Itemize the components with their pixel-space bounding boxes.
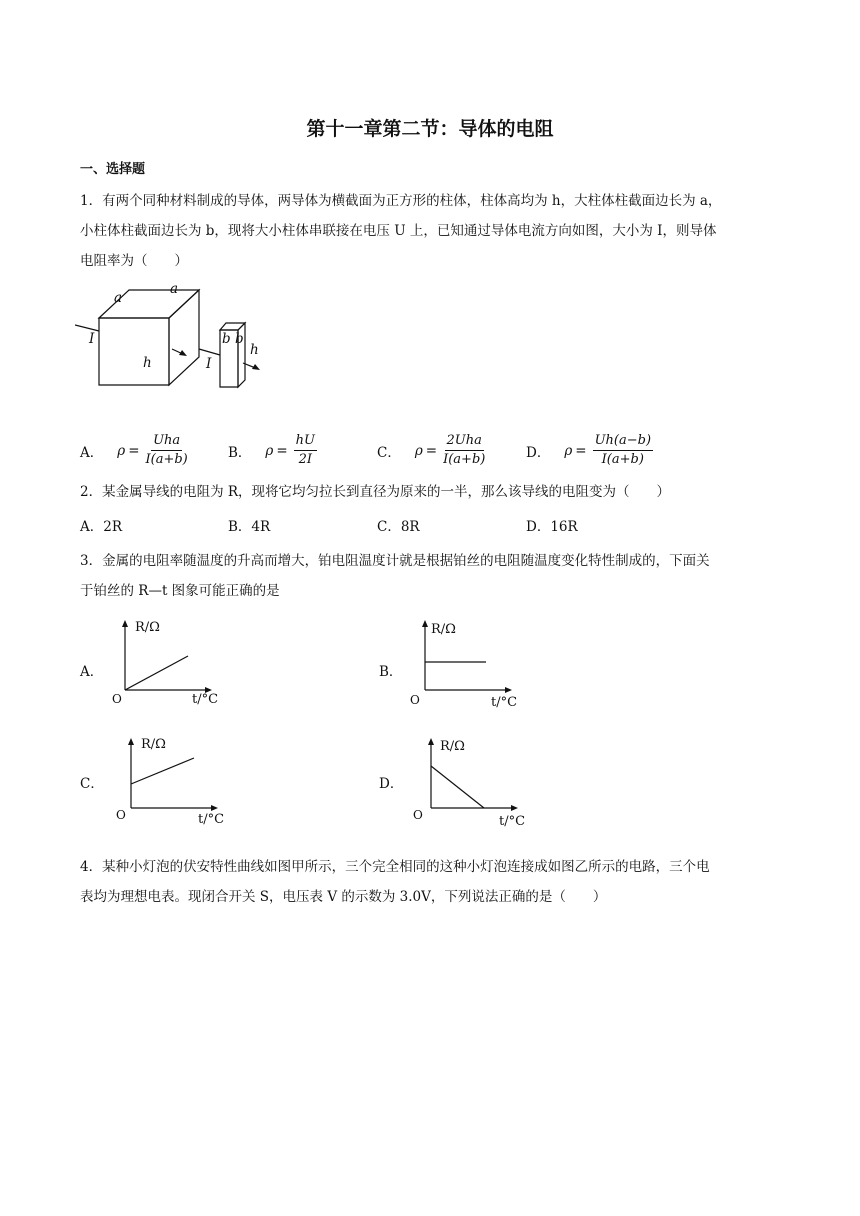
question-2-options xyxy=(80,512,780,542)
fraction xyxy=(443,432,485,469)
option-d: D．16R xyxy=(526,519,578,535)
figure-label-b-front: b xyxy=(222,331,231,347)
graph-a-origin: O xyxy=(112,692,122,706)
question-1-line-2: 小柱体柱截面边长为 b，现将大小柱体串联接在电压 U 上，已知通过导体电流方向如图，大小为 I，则导体 xyxy=(80,223,717,239)
graph-d-origin: O xyxy=(413,808,423,822)
question-4-line-1: 4．某种小灯泡的伏安特性曲线如图甲所示，三个完全相同的这种小灯泡连接成如图乙所示的电路，三个电 xyxy=(80,859,710,875)
numerator: Uh(a−b) xyxy=(593,432,653,451)
option-d xyxy=(526,432,653,469)
equals-sign: = xyxy=(575,442,587,459)
question-1-figure xyxy=(75,283,275,398)
denominator: 2I xyxy=(298,452,313,467)
denominator: I(a+b) xyxy=(145,452,188,467)
graph-option-c-letter: C． xyxy=(80,776,104,792)
rho-symbol: ρ xyxy=(564,442,573,459)
question-1-line-3: 电阻率为（ ） xyxy=(80,253,188,269)
numerator: hU xyxy=(294,432,317,451)
option-c xyxy=(377,432,485,469)
equals-sign: = xyxy=(425,442,438,459)
option-a-letter: A． xyxy=(80,444,104,461)
question-1-line-1: 1．有两个同种材料制成的导体，两导体为横截面为正方形的柱体，柱体高均为 h，大柱体柱截面边长为 a， xyxy=(80,193,722,209)
graph-c-x-label: t/°C xyxy=(198,812,225,827)
figure-label-i-middle: I xyxy=(206,356,212,372)
figure-label-h-cube: h xyxy=(143,355,152,371)
fraction xyxy=(294,432,317,469)
fraction xyxy=(146,432,188,469)
figure-label-a-front: a xyxy=(114,290,123,306)
rho-symbol: ρ xyxy=(414,442,423,459)
graph-d-y-label: R/Ω xyxy=(440,739,465,754)
numerator: Uha xyxy=(151,432,182,451)
equals-sign: = xyxy=(128,442,140,459)
question-2-text: 2．某金属导线的电阻为 R，现将它均匀拉长到直径为原来的一半，那么该导线的电阻变为（ ） xyxy=(80,484,671,500)
figure-label-b-side: b xyxy=(235,331,244,347)
option-b-letter: B． xyxy=(228,444,252,461)
question-3-text xyxy=(80,546,780,606)
question-4-line-2: 表均为理想电表。现闭合开关 S，电压表 V 的示数为 3.0V，下列说法正确的是（ ） xyxy=(80,889,607,905)
graph-option-d-letter: D． xyxy=(379,776,404,792)
graph-b-origin: O xyxy=(410,693,420,707)
rho-symbol: ρ xyxy=(265,442,274,459)
numerator: 2Uha xyxy=(445,432,484,451)
page-title: 第十一章第二节：导体的电阻 xyxy=(306,118,554,140)
question-3-line-1: 3．金属的电阻率随温度的升高而增大，铂电阻温度计就是根据铂丝的电阻随温度变化特性制成的，下面关 xyxy=(80,553,710,569)
graph-c-y-label: R/Ω xyxy=(141,737,166,752)
graph-b-x-label: t/°C xyxy=(491,695,518,710)
denominator: I(a+b) xyxy=(601,452,644,467)
option-b: B．4R xyxy=(228,519,271,535)
graph-b-y-label: R/Ω xyxy=(431,622,456,637)
question-3-line-2: 于铂丝的 R—t 图象可能正确的是 xyxy=(80,583,280,599)
question-4-text xyxy=(80,852,780,912)
section-heading: 一、选择题 xyxy=(80,162,146,177)
option-a: A．2R xyxy=(80,519,123,535)
graph-a-y-label: R/Ω xyxy=(135,620,160,635)
fraction xyxy=(593,432,653,469)
graph-option-a-letter: A． xyxy=(80,664,104,680)
option-c-letter: C． xyxy=(377,444,401,461)
figure-label-a-top: a xyxy=(170,281,179,297)
question-1-options xyxy=(80,432,780,472)
option-a xyxy=(80,432,188,469)
graph-d-x-label: t/°C xyxy=(499,814,526,829)
option-b xyxy=(228,432,317,469)
question-1-text xyxy=(80,186,780,276)
graph-c-origin: O xyxy=(116,808,126,822)
equals-sign: = xyxy=(276,442,288,459)
option-c: C．8R xyxy=(377,519,420,535)
rho-symbol: ρ xyxy=(117,442,126,459)
denominator: I(a+b) xyxy=(443,452,486,467)
graph-a-x-label: t/°C xyxy=(192,692,219,707)
figure-label-i-left: I xyxy=(89,331,95,347)
option-d-letter: D． xyxy=(526,444,551,461)
graph-option-b-letter: B． xyxy=(379,664,403,680)
figure-label-h-prism: h xyxy=(250,342,259,358)
